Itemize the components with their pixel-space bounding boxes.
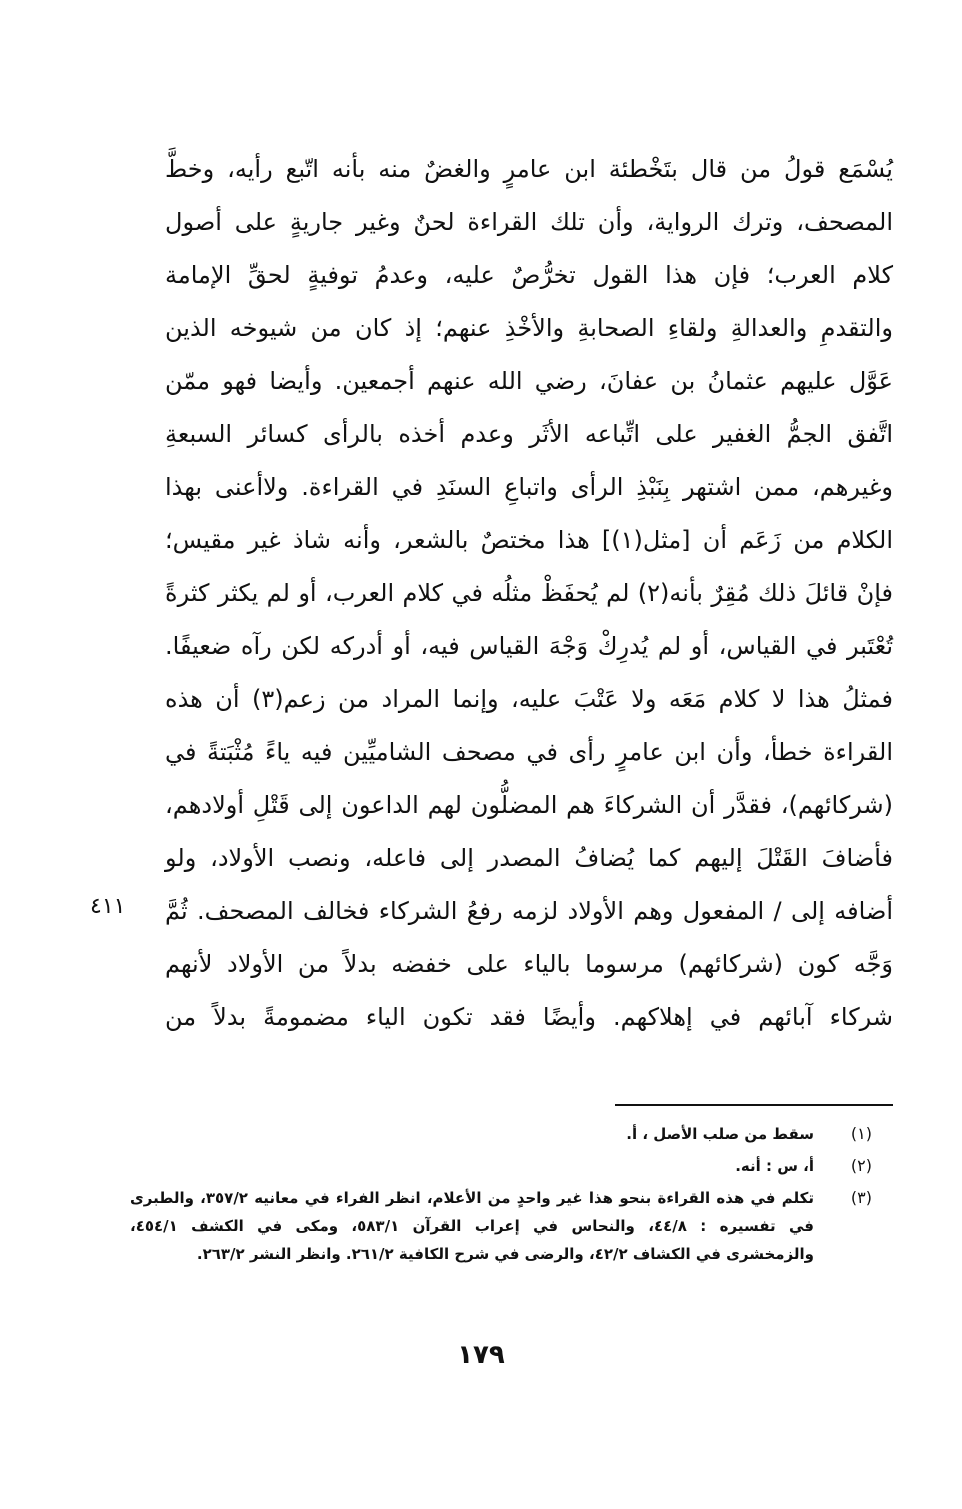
text-line: شركاء آبائهم في إهلاكهم. وأيضًا فقد تكون الياء مضمومةً بدلاً من	[165, 1003, 893, 1031]
text-line: القراءة خطأ، وأن ابن عامرٍ رأى في مصحف الشاميِّين فيه ياءً مُثْبَتةً في	[165, 738, 893, 766]
footnote-line: تكلم في هذه القراءة بنحو هذا غير واحدٍ من الأعلام، انظر الفراء في معانيه ٣٥٧/٢، والطبرى	[130, 1189, 814, 1207]
text-line: فإنْ قائلَ ذلك مُقِرٌ بأنه(٢) لم يُحفَظْ مثلُه في كلام العرب، أو لم يكثر كثرةً	[165, 579, 893, 607]
footnote-item	[130, 1184, 872, 1268]
margin-reference-number: ٤١١	[90, 894, 126, 919]
footnote-text	[130, 1120, 814, 1148]
footnote-text	[130, 1184, 814, 1268]
main-text-block	[165, 143, 893, 1044]
text-line: عَوَّل عليهم عثمانُ بن عفانَ، رضي الله عنهم أجمعين. وأيضا فهو ممّن	[165, 367, 893, 395]
text-line: فمثلُ هذا لا كلام مَعَه ولا عَتْبَ عليه، وإنما المراد من زعم(٣) أن هذه	[165, 685, 893, 713]
footnote-line: في تفسيره : ٤٤/٨، والنحاس في إعراب القرآن ٥٨٣/١، ومكى في الكشف ٤٥٤/١،	[130, 1217, 814, 1235]
text-line: (شركائهم)، فقدَّر أن الشركاءَ هم المضلُّون لهم الداعون إلى قَتْلِ أولادهم،	[165, 791, 893, 819]
text-line: وَجَّه كون (شركائهم) مرسوما بالياء على خفضه بدلاً من الأولاد لأنهم	[165, 950, 893, 978]
text-line: وغيرهم، ممن اشتهر بِنَبْذِ الرأى واتباعِ السنَدِ في القراءة. ولاأعنى بهذا	[165, 473, 893, 501]
footnote-divider	[615, 1104, 893, 1106]
text-line: تُعْتَبر في القياس، أو لم يُدرِكْ وَجْهَ القياس فيه، أو أدركه لكن رآه ضعيفًا.	[165, 632, 893, 660]
text-line: والتقدمِ والعدالةِ ولقاءِ الصحابةِ والأخْذِ عنهم؛ إذ كان من شيوخه الذين	[165, 314, 893, 342]
text-line: المصحف، وترك الرواية، وأن تلك القراءة لحنٌ وغير جاريةٍ على أصول	[165, 208, 893, 236]
text-line: يُسْمَع قولُ من قال بتَخْطئة ابن عامرٍ والغضٌ منه بأنه اتّبع رأيه، وخطَّ	[165, 155, 893, 183]
footnote-line: والزمخشرى في الكشاف ٤٢/٢، والرضى في شرح الكافية ٢٦١/٢. وانظر النشر ٢٦٣/٢.	[196, 1245, 814, 1263]
footnote-text	[130, 1152, 814, 1180]
footnotes-section	[130, 1120, 872, 1272]
footnote-number: (١)	[850, 1124, 872, 1143]
text-line: فأضافَ القَتْلَ إليهم كما يُضافُ المصدر إلى فاعله، ونصب الأولاد، ولو	[165, 844, 893, 872]
text-line: أضافه إلى / المفعول وهم الأولاد لزمه رفعُ الشركاء فخالف المصحف. ثُمَّ	[165, 897, 893, 925]
text-line: كلام العرب؛ فإن هذا القول تخرُّصٌ عليه، وعدمُ توفيةٍ لحقِّ الإمامة	[165, 261, 893, 289]
footnote-line: أ، س : أنه.	[735, 1157, 814, 1175]
footnote-number: (٢)	[850, 1156, 872, 1175]
footnote-line: سقط من صلب الأصل ، أ.	[626, 1125, 814, 1143]
footnote-item	[130, 1152, 872, 1180]
text-line: اتَّفق الجمُّ الغفير على اتِّباعه الأثَر وعدم أخذه بالرأى كسائر السبعةِ	[165, 420, 893, 448]
footnote-item	[130, 1120, 872, 1148]
page-number: ١٧٩	[457, 1340, 505, 1370]
text-line: الكلام من زَعَم أن [مثل(١)] هذا مختصٌ بالشعر، وأنه شاذ غير مقيس؛	[165, 526, 893, 554]
footnote-number: (٣)	[850, 1188, 872, 1207]
